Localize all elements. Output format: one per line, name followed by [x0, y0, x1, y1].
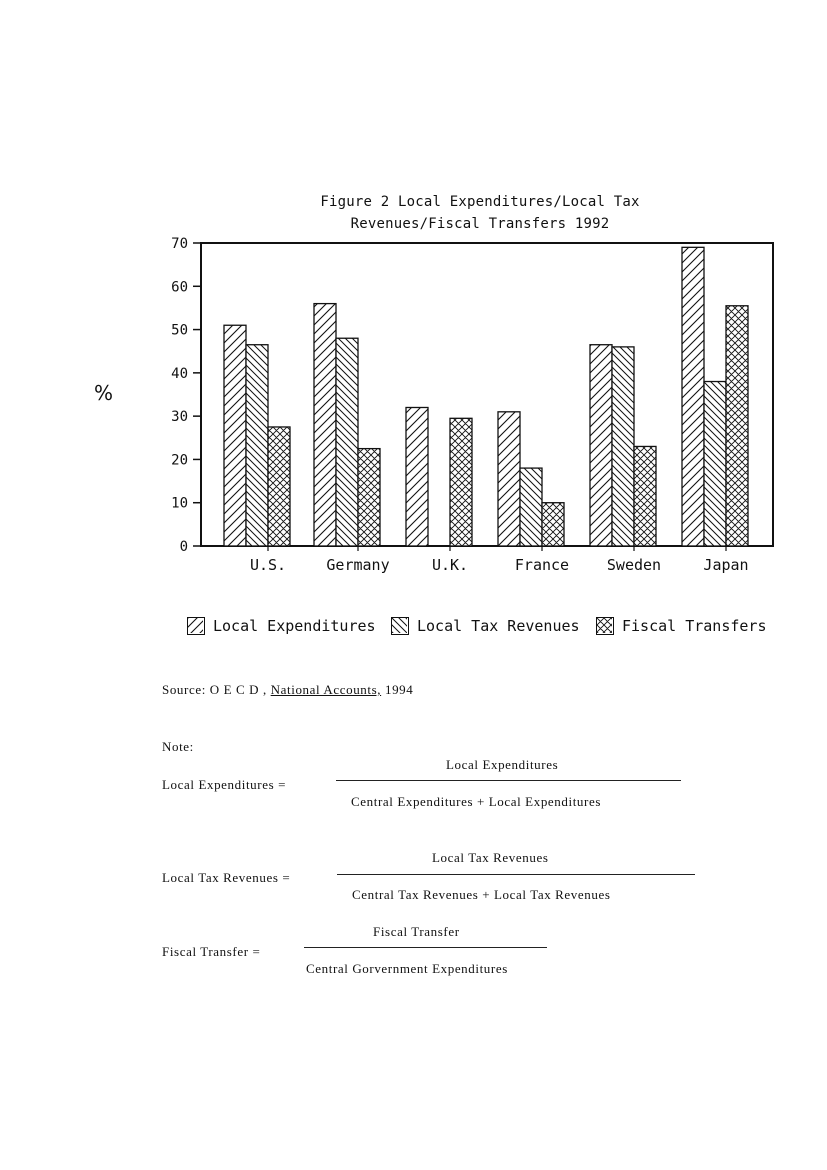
y-tick-label-30: 30 [171, 409, 188, 426]
y-tick-label-20: 20 [171, 452, 188, 469]
legend-swatch-fiscal-transfers [596, 617, 614, 635]
formula2-fraction-bar [337, 874, 695, 875]
x-tick-label-germany: Germany [326, 556, 390, 574]
bar-uk-local-expenditures [406, 407, 428, 546]
bar-japan-local-expenditures [682, 247, 704, 546]
legend-item-fiscal-transfers [596, 617, 767, 635]
bar-france-fiscal-transfers [542, 503, 564, 546]
formula1-denominator: Central Expenditures + Local Expenditures [351, 794, 601, 809]
y-tick-label-0: 0 [179, 539, 188, 555]
source-year: 1994 [384, 682, 414, 697]
note-heading: Note: [162, 739, 194, 754]
y-tick-label-70: 70 [171, 236, 188, 252]
formula2-numerator: Local Tax Revenues [432, 850, 549, 865]
bar-sweden-local-expenditures [590, 345, 612, 546]
bar-japan-fiscal-transfers [726, 306, 748, 546]
y-tick-label-50: 50 [171, 322, 188, 339]
bar-germany-local-expenditures [314, 304, 336, 546]
source-prefix: Source: O E C D , [162, 682, 267, 697]
y-tick-label-60: 60 [171, 279, 188, 296]
chart-title-line2: Revenues/Fiscal Transfers 1992 [350, 216, 610, 232]
legend-swatch-local-tax-revenues [391, 617, 409, 635]
y-tick-label-40: 40 [171, 365, 188, 382]
bar-germany-fiscal-transfers [358, 449, 380, 546]
bar-us-local-expenditures [224, 325, 246, 546]
formula3-lhs: Fiscal Transfer = [162, 944, 261, 959]
source-publication: National Accounts, [270, 682, 382, 697]
legend-label-local-expenditures: Local Expenditures [213, 617, 376, 635]
formula2-lhs: Local Tax Revenues = [162, 870, 291, 885]
swatch-pattern [392, 618, 407, 633]
formula2-denominator: Central Tax Revenues + Local Tax Revenues [352, 887, 611, 902]
y-axis-label: % [94, 381, 114, 405]
formula3-fraction-bar [304, 947, 547, 948]
legend-label-fiscal-transfers: Fiscal Transfers [622, 617, 767, 635]
swatch-pattern [188, 618, 203, 633]
bar-uk-fiscal-transfers [450, 418, 472, 546]
bar-us-local-tax-revenues [246, 345, 268, 546]
formula1-numerator: Local Expenditures [446, 757, 559, 772]
chart-title-line1: Figure 2 Local Expenditures/Local Tax [320, 194, 640, 210]
legend-swatch-local-expenditures [187, 617, 205, 635]
swatch-pattern [597, 618, 612, 633]
x-tick-label-us: U.S. [249, 556, 287, 574]
x-tick-label-france: France [514, 556, 570, 574]
source-line [162, 682, 413, 698]
y-tick-label-10: 10 [171, 495, 188, 512]
bar-sweden-local-tax-revenues [612, 347, 634, 546]
bar-us-fiscal-transfers [268, 427, 290, 546]
x-tick-label-uk: U.K. [431, 556, 469, 574]
x-tick-label-japan: Japan [703, 556, 749, 574]
bar-germany-local-tax-revenues [336, 338, 358, 546]
legend-label-local-tax-revenues: Local Tax Revenues [417, 617, 580, 635]
legend-item-local-expenditures [187, 617, 376, 635]
x-tick-label-sweden: Sweden [606, 556, 662, 574]
bar-france-local-expenditures [498, 412, 520, 546]
formula1-lhs: Local Expenditures = [162, 777, 287, 792]
bar-sweden-fiscal-transfers [634, 446, 656, 546]
formula1-fraction-bar [336, 780, 681, 781]
bar-japan-local-tax-revenues [704, 382, 726, 546]
formula3-numerator: Fiscal Transfer [373, 924, 460, 939]
bar-france-local-tax-revenues [520, 468, 542, 546]
formula3-denominator: Central Gorvernment Expenditures [306, 961, 508, 976]
legend-item-local-tax-revenues [391, 617, 580, 635]
